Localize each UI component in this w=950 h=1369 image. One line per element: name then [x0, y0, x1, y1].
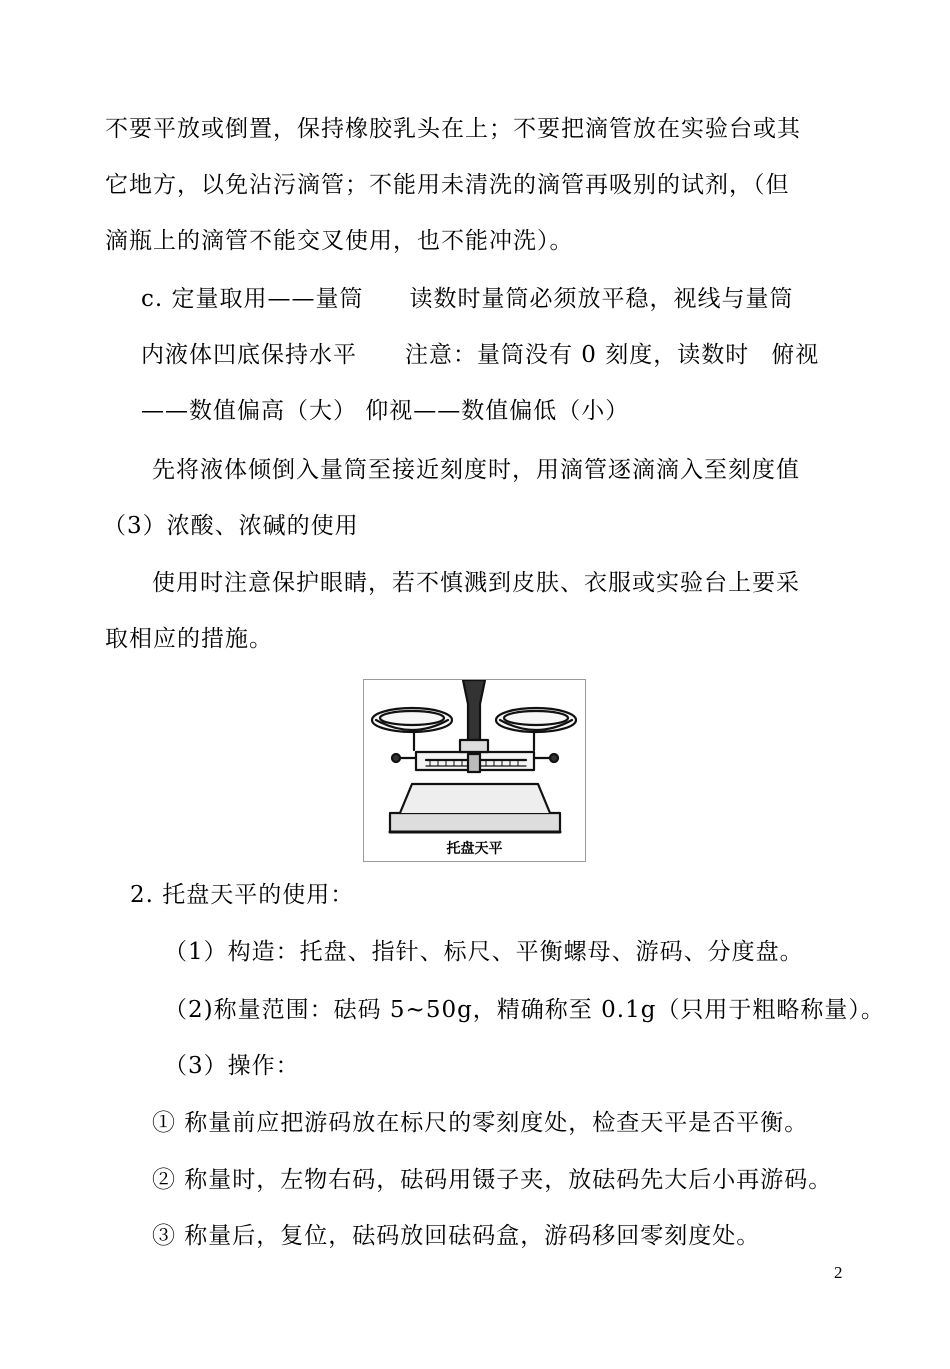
page-number: 2 — [834, 1263, 843, 1282]
balance-item: （2)称量范围：砝码 5~50g，精确称至 0.1g（只用于粗略称量）。 — [164, 997, 885, 1023]
operation-step: ① 称量前应把游码放在标尺的零刻度处，检查天平是否平衡。 — [152, 1110, 809, 1136]
operation-step: ② 称量时，左物右码，砝码用镊子夹，放砝码先大后小再游码。 — [152, 1167, 833, 1193]
balance-item: （3）操作： — [164, 1053, 300, 1079]
balance-item: （1）构造：托盘、指针、标尺、平衡螺母、游码、分度盘。 — [164, 939, 804, 965]
balance-figure — [363, 679, 586, 862]
paragraph-line: 先将液体倾倒入量筒至接近刻度时，用滴管逐滴滴入至刻度值 — [152, 457, 800, 483]
tray-balance-icon — [364, 680, 585, 861]
paragraph-line: 不要平放或倒置，保持橡胶乳头在上；不要把滴管放在实验台或其 — [105, 116, 801, 142]
balance-heading: 2. 托盘天平的使用： — [130, 882, 355, 908]
figure-caption: 托盘天平 — [446, 841, 503, 857]
quantitative-label: c. 定量取用——量筒 — [141, 286, 364, 312]
quantitative-rule: 读数时量筒必须放平稳，视线与量筒 — [409, 286, 794, 312]
quantitative-note: 注意：量筒没有 0 刻度，读数时 — [405, 342, 750, 368]
section-heading: （3）浓酸、浓碱的使用 — [103, 513, 359, 539]
operation-step: ③ 称量后，复位，砝码放回砝码盒，游码移回零刻度处。 — [152, 1223, 761, 1249]
quantitative-readings: ——数值偏高（大） 仰视——数值偏低（小） — [141, 398, 630, 424]
quantitative-rule-cont: 内液体凹底保持水平 — [141, 342, 357, 368]
paragraph-line: 取相应的措施。 — [105, 626, 273, 652]
paragraph-line: 滴瓶上的滴管不能交叉使用，也不能冲洗）。 — [105, 228, 574, 254]
quantitative-heading-line — [141, 284, 794, 314]
paragraph-line: 它地方，以免沾污滴管；不能用未清洗的滴管再吸别的试剂，（但 — [105, 172, 790, 198]
quantitative-note-line — [141, 340, 819, 370]
paragraph-line: 使用时注意保护眼睛，若不慎溅到皮肤、衣服或实验台上要采 — [152, 570, 800, 596]
quantitative-note-tail: 俯视 — [771, 342, 820, 368]
